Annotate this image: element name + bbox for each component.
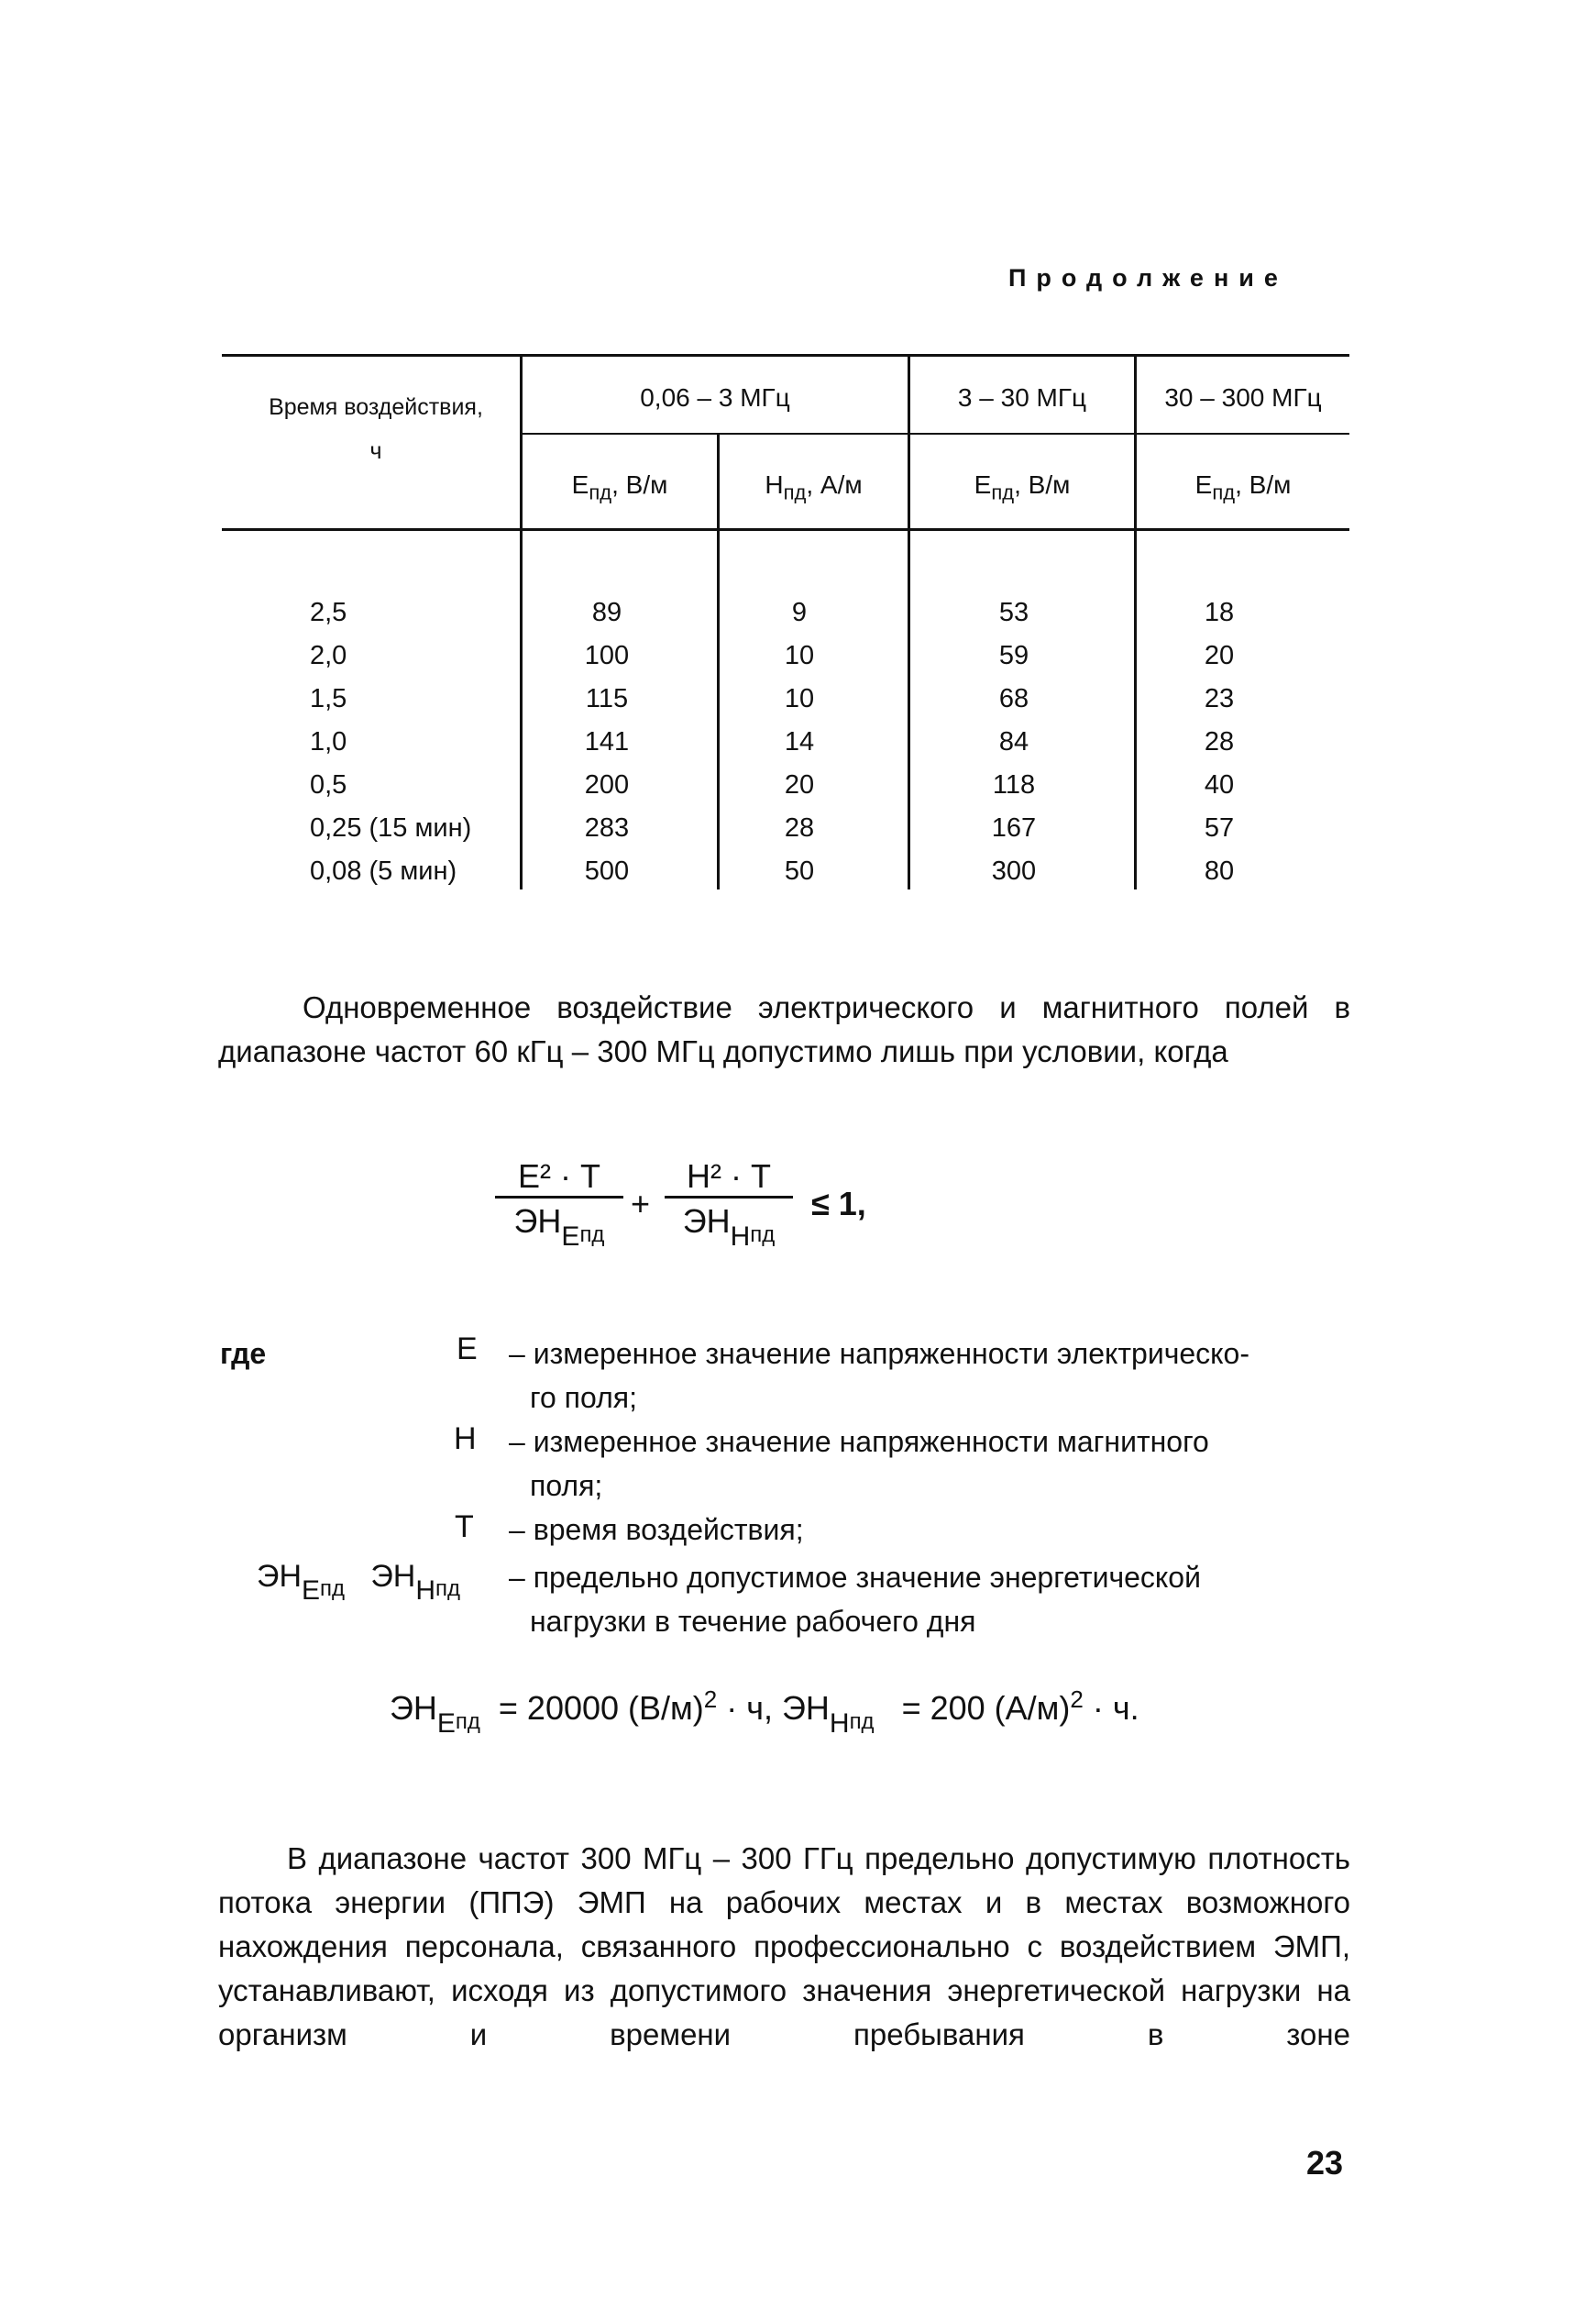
table-cell-value: 118: [992, 770, 1036, 800]
table-cell-value: 50: [784, 856, 815, 886]
symbol-eh-pair: $ЭНЕ_{пд}$ $ЭНН_{пд}$: [257, 1559, 461, 1606]
table-cell-value: 115: [585, 684, 629, 713]
fraction-denominator: $ЭН_{Нпд}$: [682, 1202, 776, 1252]
table-cell-value: 283: [584, 813, 630, 843]
table-cell-value: 23: [1204, 684, 1235, 713]
table-cell-value: 14: [784, 727, 815, 757]
table-cell-value: 10: [784, 684, 815, 713]
table-cell-value: 20: [1204, 641, 1235, 670]
table-cell-value: 89: [591, 598, 622, 627]
paragraph-simultaneous-exposure: Одновременное воздействие электрического и магнитного полей в диапазоне частот 60 кГц – 300 МГц допустимо лишь при условии, когда: [218, 990, 1350, 1068]
band-header: 0,06 – 3 МГц: [640, 383, 790, 412]
table-top-rule: [222, 354, 1349, 357]
table-cell-time: 0,5: [310, 770, 347, 800]
fraction-magnetic: [665, 1157, 793, 1252]
definition-text: нагрузки в течение рабочего дня: [530, 1605, 976, 1638]
table-cell-value: 84: [998, 727, 1029, 757]
band-header: 30 – 300 МГц: [1164, 383, 1322, 412]
subheader-e-field: $Е_{пд}$, В/м: [1194, 470, 1292, 504]
subheader-h-field: $Н_{пд}$, А/м: [765, 470, 863, 504]
continuation-label: Продолжение: [1008, 264, 1288, 292]
table-cell-time: 2,0: [310, 641, 347, 670]
table-divider: [908, 356, 910, 889]
definition-text: – время воздействия;: [509, 1513, 804, 1546]
table-cell-value: 53: [998, 598, 1029, 627]
where-label: где: [220, 1337, 267, 1370]
table-cell-value: 167: [991, 813, 1037, 843]
subheader-e-field: $Е_{пд}$, В/м: [571, 470, 668, 504]
fraction-denominator: $ЭН_{Епд}$: [513, 1202, 605, 1252]
energy-load-values: $ЭН_{Епд} = 20000$ $(В/м)^2 \cdot ч$, $ЭН_{Нпд}$ = 200 $(А/м)^2 \cdot ч$.: [390, 1685, 1139, 1739]
table-cell-value: 80: [1204, 856, 1235, 886]
table-divider: [520, 356, 523, 889]
table-cell-time: 0,08 (5 мин): [310, 856, 457, 886]
table-cell-value: 57: [1204, 813, 1235, 843]
symbol-h: Н: [454, 1421, 477, 1456]
definition-text: – предельно допустимое значение энергетической: [509, 1561, 1201, 1594]
table-cell-value: 68: [998, 684, 1029, 713]
definition-text: – измеренное значение напряженности электрическо-: [509, 1337, 1249, 1370]
page-number: 23: [1306, 2144, 1344, 2182]
table-cell-value: 500: [584, 856, 630, 886]
symbol-t: Т: [455, 1509, 474, 1544]
table-cell-value: 20: [784, 770, 815, 800]
table-subheader-rule: [520, 433, 1349, 435]
definition-text: – измеренное значение напряженности магнитного: [509, 1425, 1209, 1458]
table-cell-value: 200: [584, 770, 630, 800]
time-column-header: Время воздействия, ч: [269, 394, 483, 464]
table-cell-time: 0,25 (15 мин): [310, 813, 472, 843]
table-cell-value: 141: [584, 727, 630, 757]
paragraph-power-density: В диапазоне частот 300 МГц – 300 ГГц предельно допустимую плотность потока энергии (ППЭ) ЭМП на рабочих местах и в местах возможного нахождения персонала, связанного профессионально с воздействием ЭМП, устанавливают, исходя из допустимого значения энергетической нагрузки на организм и времени пребывания в зоне: [218, 1841, 1350, 2051]
fraction-numerator: Е² · Т: [495, 1157, 623, 1199]
table-cell-value: 9: [791, 598, 808, 627]
table-cell-time: 1,0: [310, 727, 347, 757]
table-cell-value: 28: [784, 813, 815, 843]
table-header-bottom-rule: [222, 528, 1349, 531]
table-cell-value: 28: [1204, 727, 1235, 757]
fraction-numerator: Н² · Т: [665, 1157, 793, 1199]
table-cell-time: 2,5: [310, 598, 347, 627]
band-header: 3 – 30 МГц: [957, 383, 1087, 412]
relation-sign: ≤ 1,: [811, 1185, 866, 1222]
table-cell-value: 100: [584, 641, 630, 670]
table-cell-value: 300: [991, 856, 1037, 886]
table-cell-time: 1,5: [310, 684, 347, 713]
table-divider: [1134, 356, 1137, 889]
table-cell-value: 59: [998, 641, 1029, 670]
fraction-electric: [495, 1157, 623, 1252]
table-cell-value: 18: [1204, 598, 1235, 627]
definition-text: го поля;: [530, 1381, 637, 1414]
table-cell-value: 10: [784, 641, 815, 670]
table-cell-value: 40: [1204, 770, 1235, 800]
symbol-e: Е: [457, 1331, 478, 1366]
definition-text: поля;: [530, 1469, 603, 1502]
subheader-e-field: $Е_{пд}$, В/м: [974, 470, 1071, 504]
plus-sign: +: [631, 1185, 651, 1222]
